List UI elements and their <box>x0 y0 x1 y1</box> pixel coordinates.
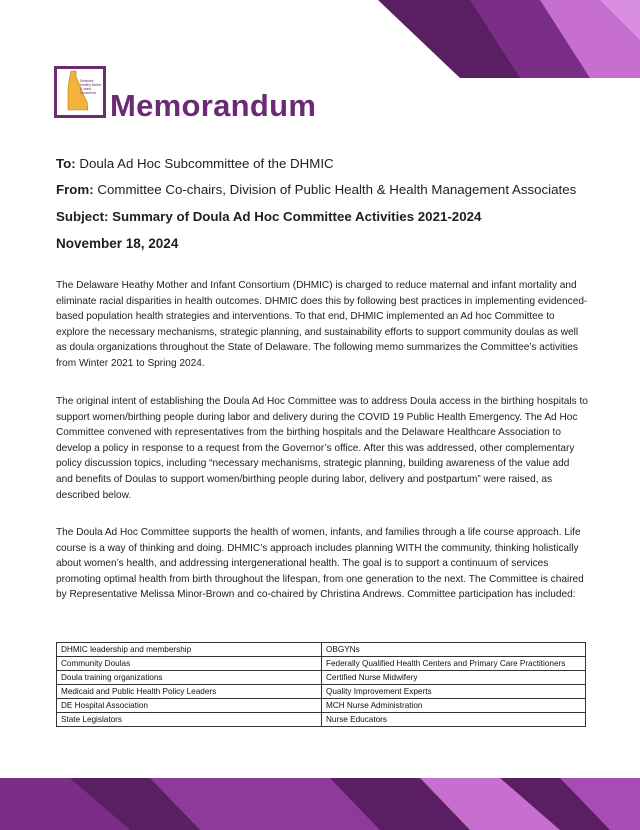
from-label: From: <box>56 182 94 197</box>
table-row <box>57 699 586 713</box>
table-cell: State Legislators <box>57 713 322 727</box>
memo-from <box>56 183 576 196</box>
logo-caption: Delaware Healthy Mother & Infant Consortium <box>80 79 102 95</box>
memo-subject: Subject: Summary of Doula Ad Hoc Committee Activities 2021-2024 <box>56 209 482 224</box>
table-cell: Quality Improvement Experts <box>322 685 586 699</box>
body-paragraph-3: The Doula Ad Hoc Committee supports the health of women, infants, and families through a life course approach. Life course is a way of thinking and doing. DHMIC’s approach includes planning WITH the community, thinking holistically about women’s health, and addressing intergenerational health. The goal is to support a continuum of services promoting optimal health from birth throughout the lifespan, from one generation to the next. The Committee is chaired by Representative Melissa Minor-Brown and co-chaired by Christina Andrews. Committee participation has included: <box>56 527 584 601</box>
table-cell: OBGYNs <box>322 643 586 657</box>
body-paragraph-2: The original intent of establishing the Doula Ad Hoc Committee was to address Doula access in the birthing hospitals to support women/birthing people during labor and delivery during the COVID 19 Public Health Emergency. The Ad Hoc Committee convened with representatives from the birthing hospitals and the Delaware Healthcare Association to develop a policy in response to a request from the Governor’s office. After this was addressed, other complementary policy discussion topics, including “necessary mechanisms, strategic planning, building awareness of the value add and benefits of Doulas to support women/birthing people during labor, delivery and postpartum” were raised, as described below. <box>56 396 588 501</box>
bottom-banner <box>0 778 640 830</box>
table-row <box>57 685 586 699</box>
table-cell: Certified Nurse Midwifery <box>322 671 586 685</box>
table-cell: Community Doulas <box>57 657 322 671</box>
from-value: Committee Co-chairs, Division of Public Health & Health Management Associates <box>97 182 577 197</box>
memo-date: November 18, 2024 <box>56 236 179 251</box>
table-cell: Nurse Educators <box>322 713 586 727</box>
table-row <box>57 713 586 727</box>
page-title: Memorandum <box>110 88 317 123</box>
body-paragraph-1: The Delaware Heathy Mother and Infant Consortium (DHMIC) is charged to reduce maternal and infant mortality and eliminate racial disparities in health outcomes. DHMIC does this by following best practices in implementing evidenced-based population health strategies and interventions. To that end, DHMIC implemented an Ad hoc Committee to explore the necessary mechanisms, strategic planning, and sustainability efforts to support community doulas as well as doula organizations throughout the State of Delaware. The following memo summarizes the Committee’s activities from Winter 2021 to Spring 2024. <box>56 280 588 369</box>
to-label: To: <box>56 156 76 171</box>
participants-table <box>56 642 586 727</box>
table-cell: MCH Nurse Administration <box>322 699 586 713</box>
table-row <box>57 671 586 685</box>
dhmic-logo <box>54 66 106 118</box>
table-row <box>57 657 586 671</box>
table-cell: Medicaid and Public Health Policy Leaders <box>57 685 322 699</box>
table-cell: DHMIC leadership and membership <box>57 643 322 657</box>
table-row <box>57 643 586 657</box>
memo-to <box>56 157 334 170</box>
table-cell: Federally Qualified Health Centers and Primary Care Practitioners <box>322 657 586 671</box>
table-cell: Doula training organizations <box>57 671 322 685</box>
to-value: Doula Ad Hoc Subcommittee of the DHMIC <box>79 156 334 171</box>
table-cell: DE Hospital Association <box>57 699 322 713</box>
